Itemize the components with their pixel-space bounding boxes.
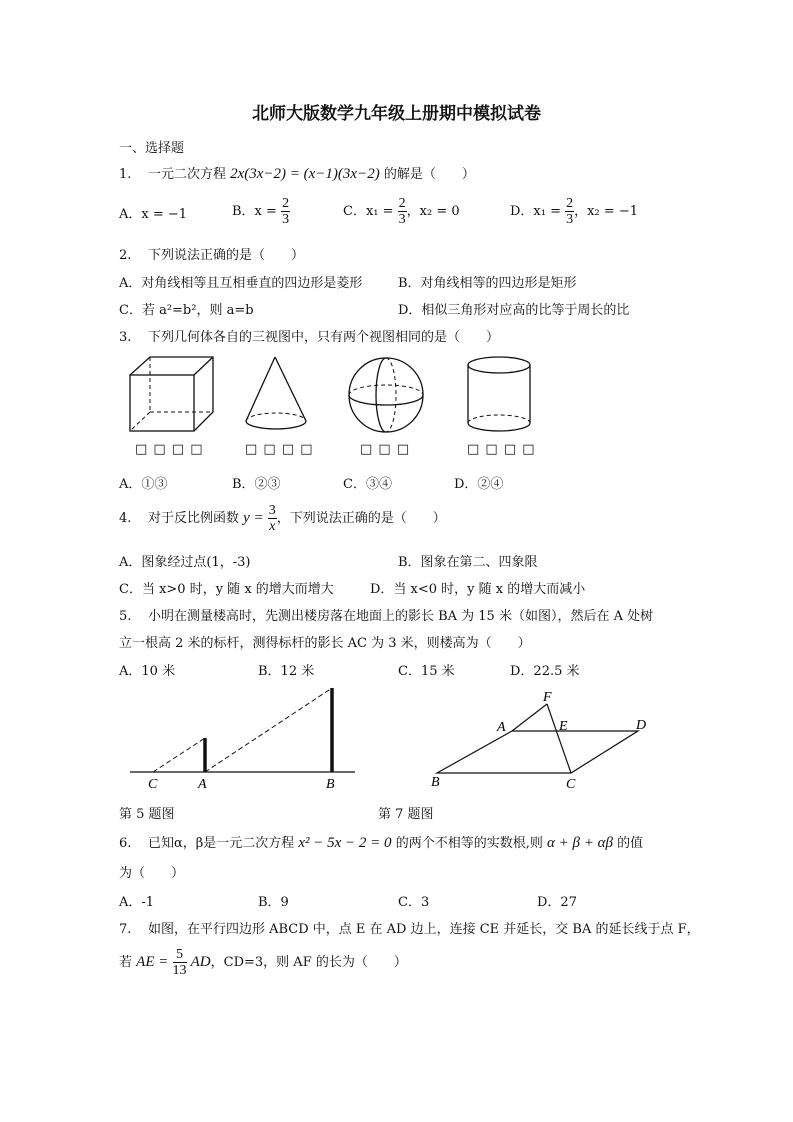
fig7-ba-extension (512, 704, 547, 731)
q1-number: 1. (119, 167, 132, 182)
q3-option-c: C．③④ (343, 477, 392, 492)
q5-number: 5. (119, 609, 132, 624)
q6-number: 6. (119, 836, 132, 851)
fig5-shadow-ray-building (205, 688, 332, 772)
q6-expression: α + β + αβ (546, 835, 613, 851)
q5-stem-line2: 立一根高 2 米的标杆，测得标杆的影长 AC 为 3 米，则楼高为（ ） (119, 636, 531, 651)
cone-caption: □ □ □ □ (245, 442, 314, 457)
question-5 (119, 605, 653, 624)
q5-option-b: B．12 米 (258, 664, 315, 679)
q4-stem-pre: 对于反比例函数 (147, 511, 239, 526)
q1-option-d-tail: ，x₂ = −1 (574, 204, 639, 219)
q6-stem-mid: 的两个不相等的实数根,则 (395, 836, 543, 851)
q5-stem-line1: 小明在测量楼高时，先测出楼房落在地面上的影长 BA 为 15 米（如图），然后在 A 处树 (147, 609, 654, 624)
cylinder-figure (462, 355, 542, 435)
figure-5 (120, 680, 370, 800)
q1-option-b-label: B．x = (232, 204, 277, 219)
question-3 (119, 326, 499, 345)
q1-option-b (232, 196, 290, 227)
q7-rhs: AD (190, 954, 211, 970)
q6-option-b: B．9 (258, 895, 289, 910)
fig7-label-a: A (497, 720, 506, 735)
q7-post: ，CD=3，则 AF 的长为（ ） (210, 955, 407, 970)
fig7-label-d: D (636, 718, 647, 733)
section-heading: 一、选择题 (119, 141, 185, 156)
q4-option-a: A．图象经过点(1，-3) (119, 555, 251, 570)
fig5-label-b: B (326, 777, 335, 792)
q6-equation: x² − 5x − 2 = 0 (298, 835, 392, 851)
q1-option-d-fraction: $\frac{2}{3}$ (566, 196, 574, 227)
fig7-label-e: E (559, 719, 568, 734)
fig5-label-c: C (148, 777, 158, 792)
cylinder-caption: □ □ □ □ (467, 442, 536, 457)
q6-stem-post: 的值 (617, 836, 644, 851)
page-title: 北师大版数学九年级上册期中模拟试卷 (252, 104, 541, 124)
cube-caption: □ □ □ □ (135, 442, 204, 457)
q2-option-c: C．若 a²=b²，则 a=b (119, 303, 254, 318)
q3-option-b: B．②③ (232, 477, 281, 492)
q1-option-c-tail: ，x₂ = 0 (406, 204, 460, 219)
q1-stem-post: 的解是（ ） (383, 167, 475, 182)
figure-7-caption: 第 7 题图 (378, 807, 434, 822)
q4-option-d: D．当 x<0 时，y 随 x 的增大而减小 (370, 582, 586, 597)
fig7-label-f: F (543, 690, 552, 705)
question-2 (119, 244, 304, 263)
q7-lhs: AE = (136, 954, 169, 970)
q2-option-d: D．相似三角形对应高的比等于周长的比 (398, 303, 630, 318)
fig7-label-b: B (431, 775, 440, 790)
q1-option-c-label: C．x₁ = (343, 204, 394, 219)
cube-figure (125, 355, 225, 435)
question-1 (119, 163, 475, 183)
sphere-caption: □ □ □ (360, 442, 411, 457)
cone-figure (240, 355, 320, 435)
q2-option-b: B．对角线相等的四边形是矩形 (398, 276, 577, 291)
q4-option-b: B．图象在第二、四象限 (398, 555, 538, 570)
q1-option-d-label: D．x₁ = (510, 204, 561, 219)
q4-function-lhs: y = (243, 510, 264, 526)
figure-5-caption: 第 5 题图 (119, 807, 175, 822)
q4-option-c: C．当 x>0 时，y 随 x 的增大而增大 (119, 582, 334, 597)
question-4 (119, 503, 446, 534)
q7-fraction: $\frac{5}{13}$ (172, 947, 187, 978)
q3-option-d: D．②④ (454, 477, 504, 492)
q6-stem-line2: 为（ ） (119, 866, 185, 881)
figure-7 (425, 685, 665, 795)
sphere-figure (342, 355, 432, 435)
q5-option-c: C．15 米 (398, 664, 455, 679)
q7-stem-line1: 如图，在平行四边形 ABCD 中，点 E 在 AD 边上，连接 CE 并延长，交 BA 的延长线于点 F， (147, 922, 700, 937)
q2-option-a: A．对角线相等且互相垂直的四边形是菱形 (119, 276, 363, 291)
q5-option-a: A．10 米 (119, 664, 176, 679)
q1-option-c-fraction: $\frac{2}{3}$ (398, 196, 406, 227)
q1-option-b-fraction: $\frac{2}{3}$ (282, 196, 290, 227)
q1-equation: 2x(3x−2) = (x−1)(3x−2) (230, 166, 380, 182)
q3-stem: 下列几何体各自的三视图中，只有两个视图相同的是（ ） (147, 330, 499, 345)
fig7-cf-line (547, 704, 571, 773)
question-7 (119, 918, 700, 937)
fig7-parallelogram (437, 731, 638, 773)
q1-option-c (343, 196, 460, 227)
q7-number: 7. (119, 922, 132, 937)
question-6 (119, 832, 643, 852)
q7-pre: 若 (119, 955, 133, 970)
fig5-shadow-ray-pole (153, 738, 205, 772)
q2-stem: 下列说法正确的是（ ） (147, 248, 304, 263)
q6-option-c: C．3 (398, 895, 430, 910)
fig7-label-c: C (566, 777, 576, 792)
q4-stem-post: ，下列说法正确的是（ ） (276, 511, 446, 526)
q6-option-d: D．27 (537, 895, 577, 910)
q4-function-fraction: $\frac{3}{x}$ (268, 503, 276, 534)
q7-condition (119, 947, 407, 978)
q1-option-d (510, 196, 638, 227)
q3-number: 3. (119, 330, 132, 345)
q2-number: 2. (119, 248, 132, 263)
q6-stem-pre: 已知α，β是一元二次方程 (147, 836, 295, 851)
q4-number: 4. (119, 511, 132, 526)
q3-option-a: A．①③ (119, 477, 168, 492)
q1-option-a: A．x = −1 (119, 207, 188, 222)
q1-stem-pre: 一元二次方程 (147, 167, 226, 182)
q6-option-a: A．-1 (119, 895, 155, 910)
fig5-label-a: A (198, 777, 207, 792)
q5-option-d: D．22.5 米 (510, 664, 580, 679)
